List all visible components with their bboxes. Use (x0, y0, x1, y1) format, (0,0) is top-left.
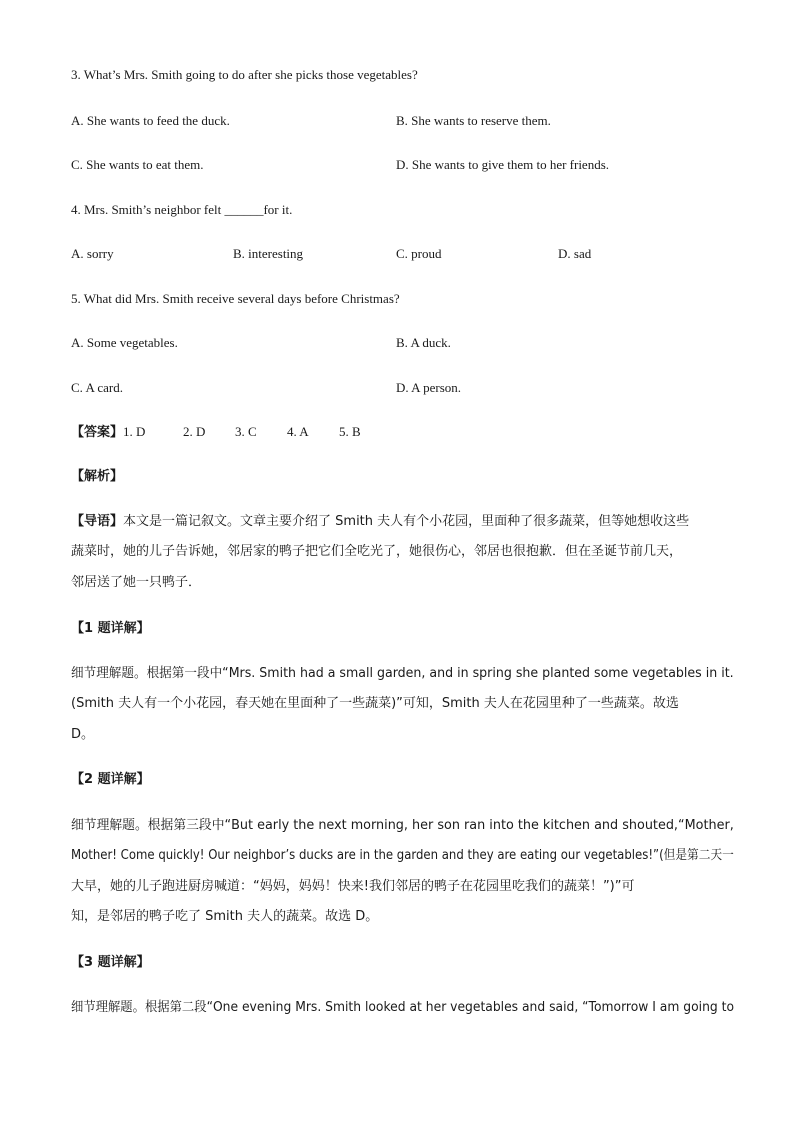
q3-option-a: A. She wants to feed the duck. (71, 113, 230, 128)
guide-tag: 【导语】 (71, 514, 124, 529)
q5-option-b: B. A duck. (396, 335, 451, 350)
answer-item: 4. A (287, 424, 309, 439)
q3-option-b: B. She wants to reserve them. (396, 113, 551, 128)
q4-option-a: A. sorry (71, 246, 114, 261)
question-5: 5. What did Mrs. Smith receive several days before Christmas? (71, 291, 400, 306)
detail-1-line: D。 (71, 727, 95, 742)
detail-1-line: (Smith 夫人有一个小花园，春天她在里面种了一些蔬菜)”可知，Smith 夫人在花园里种了一些蔬菜。故选 (71, 696, 679, 711)
answer-item: 5. B (339, 424, 361, 439)
answer-line (71, 423, 361, 442)
detail-3-line: 细节理解题。根据第二段“One evening Mrs. Smith looked at her vegetables and said, “Tomorrow I am going to (71, 1000, 734, 1015)
detail-2-line: Mother! Come quickly! Our neighbor’s ducks are in the garden and they are eating our vegetables!”(但是第二天一 (71, 848, 734, 863)
question-4: 4. Mrs. Smith’s neighbor felt ______for it. (71, 202, 293, 217)
detail-2-heading: 【2 题详解】 (71, 772, 150, 787)
answer-item: 3. C (235, 424, 257, 439)
question-3: 3. What’s Mrs. Smith going to do after she picks those vegetables? (71, 67, 418, 82)
q3-option-d: D. She wants to give them to her friends. (396, 157, 610, 172)
q4-option-d: D. sad (558, 246, 592, 261)
answer-item: 2. D (183, 424, 206, 439)
answer-tag: 【答案】 (71, 425, 124, 440)
q5-option-c: C. A card. (71, 380, 123, 395)
detail-1-heading: 【1 题详解】 (71, 621, 150, 636)
analysis-heading: 【解析】 (71, 469, 124, 484)
answer-item: 1. D (123, 424, 146, 439)
q5-option-a: A. Some vegetables. (71, 335, 178, 350)
detail-2-line: 细节理解题。根据第三段中“But early the next morning, her son ran into the kitchen and shouted,“Mother, (71, 818, 734, 833)
q5-option-d: D. A person. (396, 380, 461, 395)
detail-3-heading: 【3 题详解】 (71, 955, 150, 970)
guide-line: 蔬菜时，她的儿子告诉她，邻居家的鸭子把它们全吃光了，她很伤心，邻居也很抱歉．但在圣诞节前几天， (71, 544, 683, 559)
guide-line: 邻居送了她一只鸭子． (71, 575, 202, 590)
detail-1-line: 细节理解题。根据第一段中“Mrs. Smith had a small garden, and in spring she planted some vegetables in it. (71, 666, 734, 681)
q4-option-c: C. proud (396, 246, 442, 261)
guide-text: 本文是一篇记叙文。文章主要介绍了 Smith 夫人有个小花园，里面种了很多蔬菜，但等她想收这些 (123, 514, 690, 529)
guide-line (71, 513, 689, 531)
detail-2-line: 知，是邻居的鸭子吃了 Smith 夫人的蔬菜。故选 D。 (71, 909, 379, 924)
q3-option-c: C. She wants to eat them. (71, 157, 204, 172)
detail-2-line: 大早，她的儿子跑进厨房喊道：“妈妈，妈妈！快来!我们邻居的鸭子在花园里吃我们的蔬菜！”)”可 (71, 879, 635, 894)
q4-option-b: B. interesting (233, 246, 304, 261)
